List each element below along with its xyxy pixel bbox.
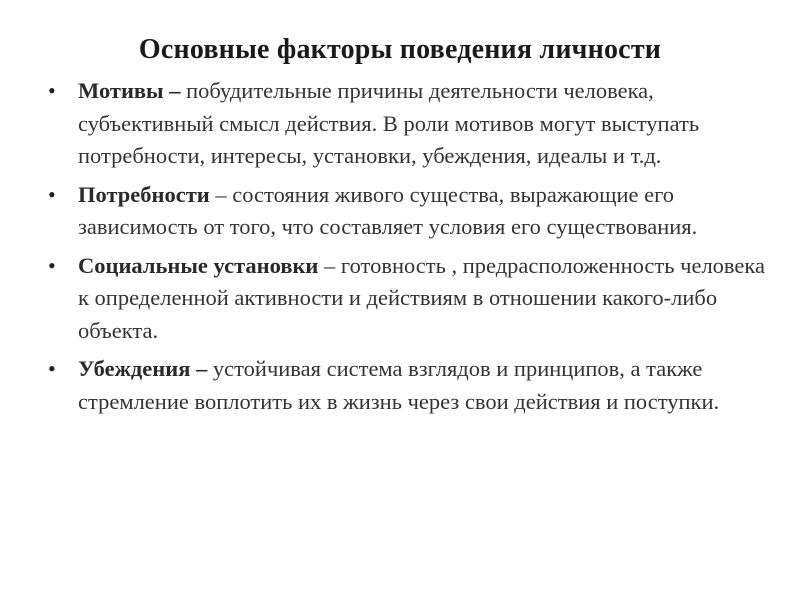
bullet-term: Потребности xyxy=(78,181,210,207)
bullet-item-motives xyxy=(46,75,766,173)
bullet-dot-icon: • xyxy=(48,181,56,207)
slide-title: Основные факторы поведения личности xyxy=(138,34,662,65)
bullet-dot-icon: • xyxy=(48,78,56,103)
bullet-dot-icon: • xyxy=(48,356,56,381)
bullet-list xyxy=(46,75,766,424)
bullet-dot-icon: • xyxy=(48,252,56,278)
bullet-text: побудительные причины деятельности человека, субъективный смысл действия. В роли мотивов могут выступать потребности, интересы, установки, убеждения, идеалы и т.д. xyxy=(78,78,700,168)
bullet-term: Социальные установки xyxy=(78,252,319,278)
bullet-term: Мотивы – xyxy=(78,78,181,103)
bullet-text: устойчивая система взглядов и принципов, а также стремление воплотить их в жизнь через свои действия и поступки. xyxy=(78,356,720,414)
bullet-text: – готовность , предрасположенность человека к определенной активности и действиям в отношении какого-либо объекта. xyxy=(78,252,765,343)
bullet-item-beliefs xyxy=(46,353,766,418)
bullet-text: – состояния живого существа, выражающие его зависимость от того, что составляет условия его существования. xyxy=(78,181,698,239)
bullet-term: Убеждения – xyxy=(78,356,208,381)
bullet-item-needs xyxy=(46,179,766,244)
bullet-item-social-attitudes xyxy=(46,250,766,348)
